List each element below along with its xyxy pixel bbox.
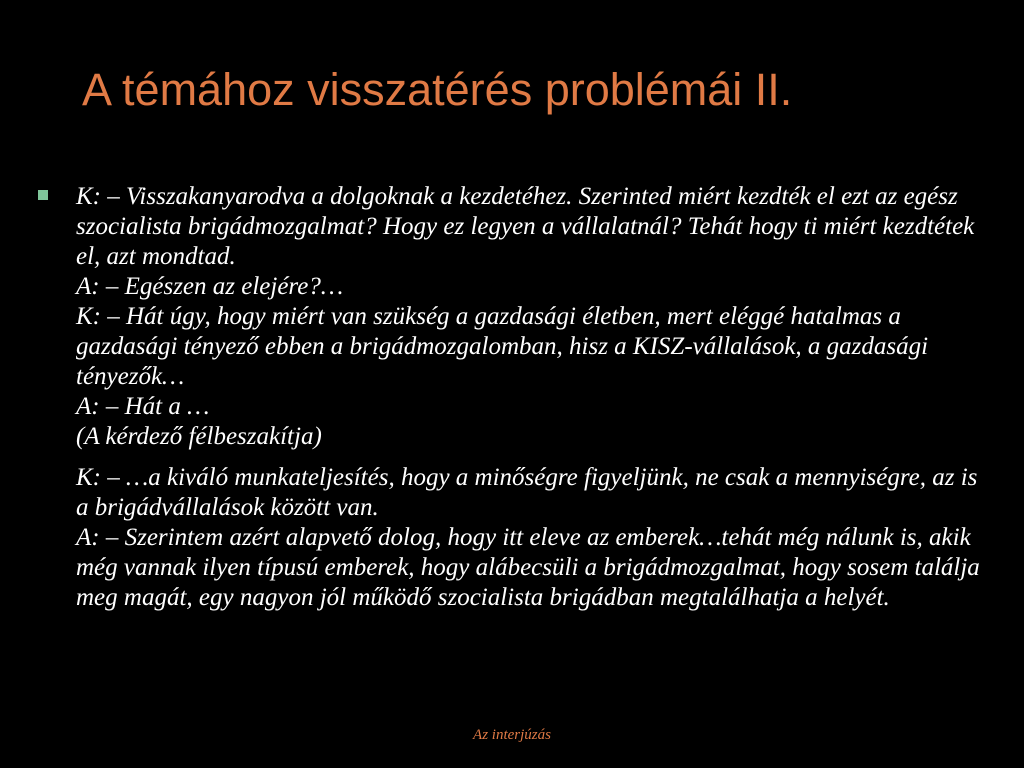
interview-transcript xyxy=(76,182,988,613)
transcript-line-answer: A: – Hát a … xyxy=(76,393,210,420)
slide-footer: Az interjúzás xyxy=(473,727,551,743)
transcript-line-answer: A: – Egészen az elejére?… xyxy=(76,273,344,300)
transcript-line-question: K: – …a kiváló munkateljesítés, hogy a minőségre figyeljünk, ne csak a mennyiségre, az is a brigádvállalások között van. xyxy=(76,464,978,521)
transcript-paragraph xyxy=(76,182,988,452)
transcript-line-answer: A: – Szerintem azért alapvető dolog, hogy itt eleve az emberek…tehát még nálunk is, akik még vannak ilyen típusú emberek, hogy alábecsüli a brigádmozgalmat, hogy sosem találja meg magát, egy nagyon jól működő szocialista brigádban megtalálhatja a helyét. xyxy=(76,524,980,611)
transcript-line-note: (A kérdező félbeszakítja) xyxy=(76,423,322,450)
transcript-line-question: K: – Hát úgy, hogy miért van szükség a gazdasági életben, mert eléggé hatalmas a gazdasági tényező ebben a brigádmozgalomban, hisz a KISZ-vállalások, a gazdasági tényezők… xyxy=(76,303,929,390)
slide-body xyxy=(38,182,988,613)
transcript-paragraph xyxy=(76,463,988,613)
transcript-line-question: K: – Visszakanyarodva a dolgoknak a kezdetéhez. Szerinted miért kezdték el ezt az egész szocialista brigádmozgalmat? Hogy ez legyen a vállalatnál? Tehát hogy ti miért kezdtétek el, azt mondtad. xyxy=(76,183,975,270)
slide-title: A témához visszatérés problémái II. xyxy=(82,64,793,115)
bullet-square-icon xyxy=(38,190,48,200)
